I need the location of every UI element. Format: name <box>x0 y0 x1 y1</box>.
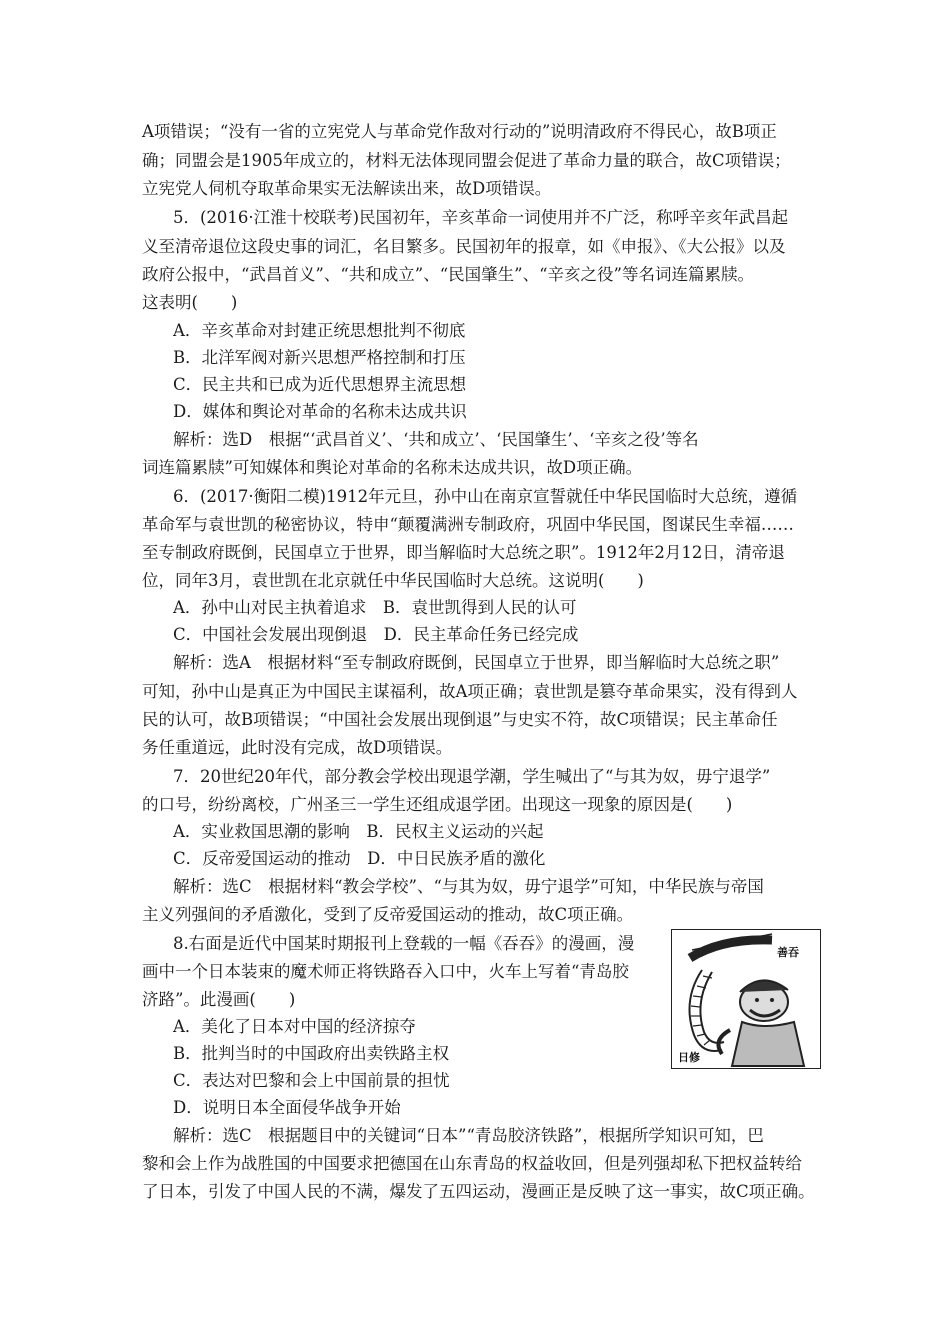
cartoon-title: 善吞 <box>777 946 799 959</box>
text-line: 词连篇累牍”可知媒体和舆论对革命的名称未达成共识，故D项正确。 <box>142 458 643 477</box>
option-b: B．北洋军阀对新兴思想严格控制和打压 <box>173 348 466 367</box>
question-7-stem: 7．20世纪20年代，部分教会学校出现退学潮，学生喊出了“与其为奴，毋宁退学” <box>173 767 771 786</box>
text-line: 立宪党人伺机夺取革命果实无法解读出来，故D项错误。 <box>142 179 552 198</box>
text-line: 位，同年3月，袁世凯在北京就任中华民国临时大总统。这说明( ) <box>142 571 644 590</box>
text-line: 革命军与袁世凯的秘密协议，特申“颠覆满洲专制政府，巩固中华民国，图谋民生幸福…… <box>142 515 794 534</box>
text-line: 画中一个日本装束的魔术师正将铁路吞入口中，火车上写着“青岛胶 <box>142 962 629 981</box>
answer-explanation: 解析：选D 根据“‘武昌首义’、‘共和成立’、‘民国肇生’、‘辛亥之役’等名 <box>173 430 699 449</box>
cartoon-image <box>671 929 821 1069</box>
option-a: A．美化了日本对中国的经济掠夺 <box>173 1017 416 1036</box>
option-b: B．批判当时的中国政府出卖铁路主权 <box>173 1044 450 1063</box>
text-line: 政府公报中，“武昌首义”、“共和成立”、“民国肇生”、“辛亥之役”等名词连篇累牍。 <box>142 265 754 284</box>
text-line: A项错误；“没有一省的立宪党人与革命党作敌对行动的”说明清政府不得民心，故B项正 <box>142 122 777 141</box>
options-ab: A．孙中山对民主执着追求 B．袁世凯得到人民的认可 <box>173 598 577 617</box>
option-d: D．媒体和舆论对革命的名称未达成共识 <box>173 402 467 421</box>
options-cd: C．中国社会发展出现倒退 D．民主革命任务已经完成 <box>173 625 579 644</box>
text-line: 济路”。此漫画( ) <box>142 990 296 1009</box>
cartoon-signature: 日修 <box>678 1051 700 1064</box>
options-ab: A．实业救国思潮的影响 B．民权主义运动的兴起 <box>173 822 544 841</box>
text-line: 主义列强间的矛盾激化，受到了反帝爱国运动的推动，故C项正确。 <box>142 905 634 924</box>
text-line: 这表明( ) <box>142 293 238 312</box>
options-cd: C．反帝爱国运动的推动 D．中日民族矛盾的激化 <box>173 849 546 868</box>
text-line: 务任重道远，此时没有完成，故D项错误。 <box>142 738 453 757</box>
question-5-stem: 5．(2016·江淮十校联考)民国初年，辛亥革命一词使用并不广泛，称呼辛亥年武昌起 <box>173 208 789 227</box>
text-line: 可知，孙中山是真正为中国民主谋福利，故A项正确；袁世凯是篡夺革命果实，没有得到人 <box>142 682 798 701</box>
text-line: 黎和会上作为战胜国的中国要求把德国在山东青岛的权益收回，但是列强却私下把权益转给 <box>142 1154 802 1173</box>
text-line: 民的认可，故B项错误；“中国社会发展出现倒退”与史实不符，故C项错误；民主革命任 <box>142 710 778 729</box>
question-6-stem: 6．(2017·衡阳二模)1912年元旦，孙中山在南京宣誓就任中华民国临时大总统，遵循 <box>173 487 798 506</box>
option-c: C．民主共和已成为近代思想界主流思想 <box>173 375 467 394</box>
text-line: 至专制政府既倒，民国卓立于世界，即当解临时大总统之职”。1912年2月12日，清帝退 <box>142 543 785 562</box>
text-line: 的口号，纷纷离校，广州圣三一学生还组成退学团。出现这一现象的原因是( ) <box>142 795 733 814</box>
answer-explanation: 解析：选C 根据题目中的关键词“日本”“青岛胶济铁路”，根据所学知识可知，巴 <box>173 1126 764 1145</box>
option-d: D．说明日本全面侵华战争开始 <box>173 1098 401 1117</box>
option-c: C．表达对巴黎和会上中国前景的担忧 <box>173 1071 450 1090</box>
answer-explanation: 解析：选A 根据材料“至专制政府既倒，民国卓立于世界，即当解临时大总统之职” <box>173 653 780 672</box>
question-8-stem: 8.右面是近代中国某时期报刊上登载的一幅《吞吞》的漫画，漫 <box>173 934 635 953</box>
text-line: 义至清帝退位这段史事的词汇，名目繁多。民国初年的报章，如《申报》、《大公报》以及 <box>142 237 786 256</box>
text-line: 了日本，引发了中国人民的不满，爆发了五四运动，漫画正是反映了这一事实，故C项正确。 <box>142 1182 815 1201</box>
option-a: A．辛亥革命对封建正统思想批判不彻底 <box>173 321 466 340</box>
text-line: 确；同盟会是1905年成立的，材料无法体现同盟会促进了革命力量的联合，故C项错误； <box>142 151 791 170</box>
answer-explanation: 解析：选C 根据材料“教会学校”、“与其为奴，毋宁退学”可知，中华民族与帝国 <box>173 877 764 896</box>
